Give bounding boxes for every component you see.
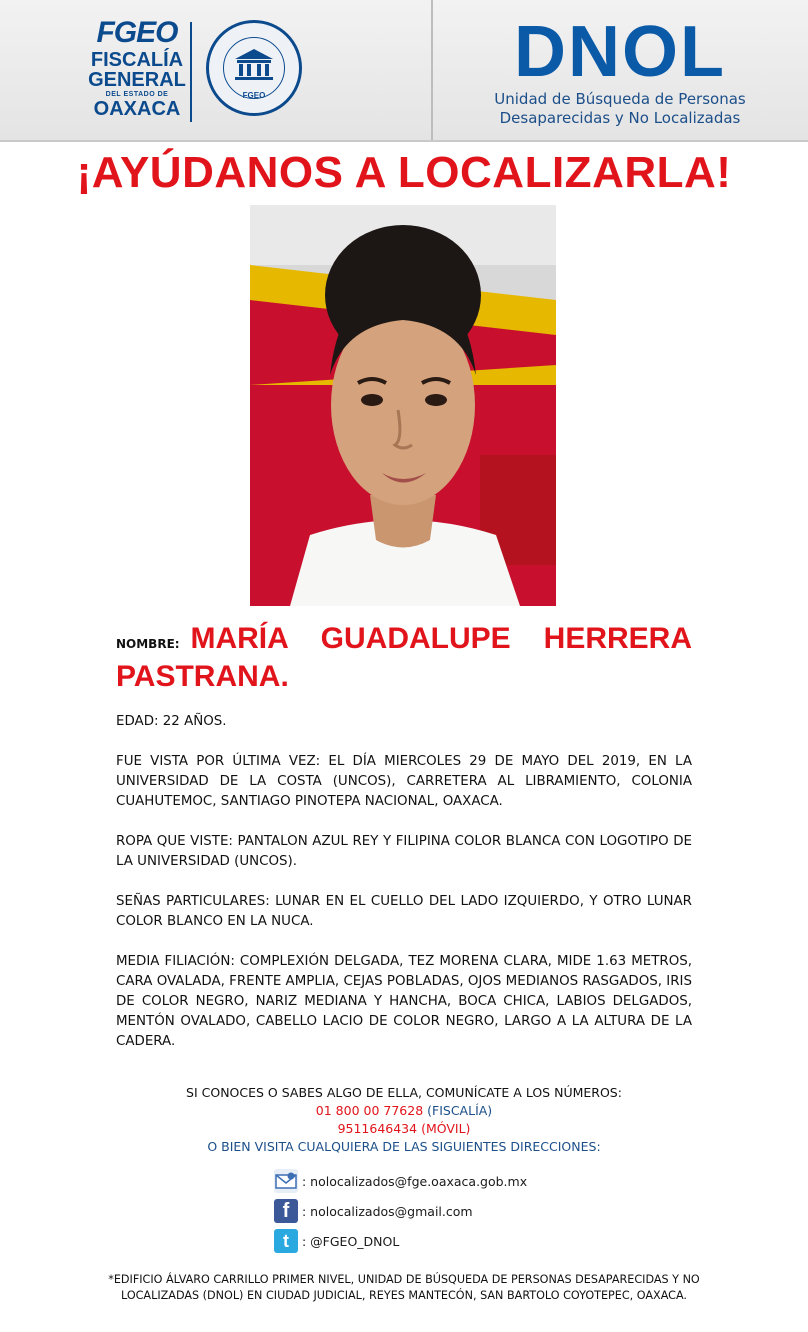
- fgeo-line3: DEL ESTADO DE: [105, 91, 169, 98]
- age-text: EDAD: 22 AÑOS.: [116, 714, 227, 729]
- person-details: [116, 620, 692, 1052]
- last-seen-text: FUE VISTA POR ÚLTIMA VEZ: EL DÍA MIERCOLES 29 DE MAYO DEL 2019, EN LA UNIVERSIDAD DE LA COSTA (UNCOS), CARRETERA AL LIBRAMIENTO, COLONIA CUAHUTEMOC, SANTIAGO PINOTEPA NACIONAL, OAXACA.: [116, 754, 692, 809]
- phone-mobile-label: (MÓVIL): [421, 1121, 471, 1136]
- contact-links: [274, 1166, 614, 1256]
- facebook-link[interactable]: : nolocalizados@gmail.com: [302, 1203, 473, 1219]
- contact-section: [0, 1084, 808, 1156]
- person-photo: [250, 205, 556, 606]
- footer-line2: LOCALIZADAS (DNOL) EN CIUDAD JUDICIAL, REYES MANTECÓN, SAN BARTOLO COYOTEPEC, OAXACA.: [120, 1289, 687, 1302]
- header-divider: [431, 0, 433, 140]
- dnol-logo: [470, 14, 770, 128]
- fgeo-logo: [82, 16, 192, 119]
- description-text: MEDIA FILIACIÓN: COMPLEXIÓN DELGADA, TEZ MORENA CLARA, MIDE 1.63 METROS, CARA OVALADA, FRENTE AMPLIA, CEJAS POBLADAS, OJOS MEDIANOS RASGADOS, IRIS DE COLOR NEGRO, NARIZ MEDIANA Y HANCHA, BOCA CHICA, LABIOS DELGADOS, MENTÓN OVALADO, CABELLO LACIO DE COLOR NEGRO, LARGO A LA ALTURA DE LA CADERA.: [116, 954, 692, 1049]
- visit-text: O BIEN VISITA CUALQUIERA DE LAS SIGUIENTES DIRECCIONES:: [207, 1139, 601, 1154]
- email-link[interactable]: : nolocalizados@fge.oaxaca.gob.mx: [302, 1173, 528, 1189]
- footer-address: [90, 1272, 718, 1304]
- dnol-subtitle-2: Desaparecidas y No Localizadas: [499, 109, 741, 127]
- clothing-text: ROPA QUE VISTE: PANTALON AZUL REY Y FILIPINA COLOR BLANCA CON LOGOTIPO DE LA UNIVERSIDAD (UNCOS).: [116, 834, 692, 869]
- name-label: NOMBRE:: [116, 637, 180, 651]
- twitter-link[interactable]: : @FGEO_DNOL: [302, 1233, 400, 1249]
- twitter-row[interactable]: [274, 1226, 614, 1256]
- footer-line1: *EDIFICIO ÁLVARO CARRILLO PRIMER NIVEL, UNIDAD DE BÚSQUEDA DE PERSONAS DESAPARECIDAS Y NO: [108, 1273, 700, 1286]
- seal-label: FGEO: [242, 91, 266, 100]
- email-row[interactable]: [274, 1166, 614, 1196]
- dnol-title: DNOL: [514, 12, 726, 92]
- fgeo-line2: GENERAL: [88, 69, 186, 91]
- phone-fiscalia-label: (FISCALÍA): [427, 1103, 493, 1118]
- logo-separator: [190, 22, 192, 122]
- facebook-icon: f: [274, 1199, 298, 1223]
- facebook-row[interactable]: [274, 1196, 614, 1226]
- email-icon: [274, 1169, 298, 1193]
- phone-mobile[interactable]: 9511646434: [337, 1121, 418, 1136]
- contact-intro: SI CONOCES O SABES ALGO DE ELLA, COMUNÍCATE A LOS NÚMEROS:: [186, 1085, 622, 1100]
- twitter-icon: t: [274, 1229, 298, 1253]
- fgeo-mark: FGEO: [96, 16, 178, 49]
- marks-text: SEÑAS PARTICULARES: LUNAR EN EL CUELLO DEL LADO IZQUIERDO, Y OTRO LUNAR COLOR BLANCO EN LA NUCA.: [116, 894, 692, 929]
- headline: ¡AYÚDANOS A LOCALIZARLA!: [76, 148, 732, 197]
- fgeo-line1: FISCALÍA: [90, 49, 184, 71]
- fgeo-line4: OAXACA: [93, 98, 181, 120]
- person-name: MARÍA GUADALUPE HERRERA PASTRANA.: [116, 622, 692, 693]
- state-seal-icon: [206, 20, 302, 116]
- phone-fiscalia[interactable]: 01 800 00 77628: [315, 1103, 424, 1118]
- header-banner: [0, 0, 808, 142]
- dnol-subtitle-1: Unidad de Búsqueda de Personas: [494, 90, 746, 108]
- name-row: [116, 620, 692, 696]
